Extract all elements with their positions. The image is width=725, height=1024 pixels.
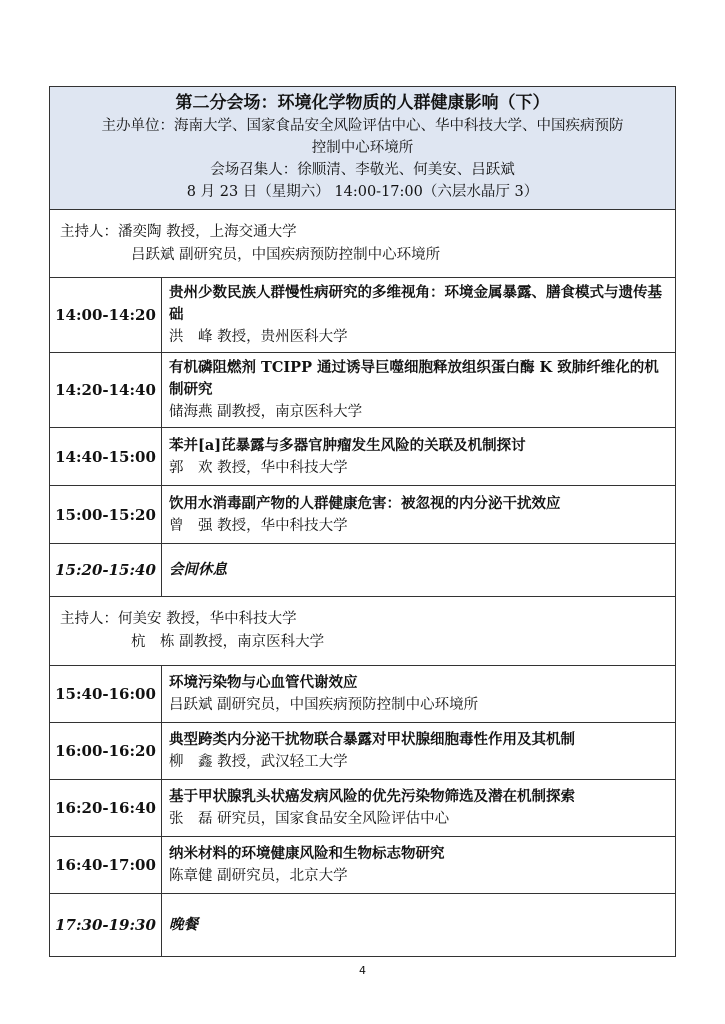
- talk-time: 15:00-15:20: [50, 486, 162, 544]
- host-line-1: 主持人：潘奕陶 教授，上海交通大学: [60, 223, 297, 240]
- talk-time: 14:40-15:00: [50, 428, 162, 486]
- table-row: [50, 780, 676, 837]
- organizers-line-1: 主办单位：海南大学、国家食品安全风险评估中心、华中科技大学、中国疾病预防: [101, 118, 624, 134]
- schedule-table: [49, 86, 676, 957]
- talk-speaker: 曾 强 教授，华中科技大学: [169, 517, 348, 534]
- talk-time: 14:20-14:40: [50, 353, 162, 428]
- talk-title: 苯并[a]芘暴露与多器官肿瘤发生风险的关联及机制探讨: [169, 436, 526, 454]
- table-row: [50, 723, 676, 780]
- dinner-label: 晚餐: [162, 894, 676, 957]
- talk-speaker: 郭 欢 教授，华中科技大学: [169, 459, 348, 476]
- conveners: 会场召集人：徐顺清、李敬光、何美安、吕跃斌: [210, 162, 515, 178]
- talk-time: 16:00-16:20: [50, 723, 162, 780]
- talk-speaker: 洪 峰 教授，贵州医科大学: [169, 329, 348, 345]
- dinner-row: [50, 894, 676, 957]
- talk-speaker: 陈章健 副研究员，北京大学: [169, 868, 348, 884]
- dinner-time: 17:30-19:30: [50, 894, 162, 957]
- page-number: 4: [359, 964, 366, 977]
- break-row: [50, 544, 676, 597]
- organizers-line-2: 控制中心环境所: [311, 140, 414, 156]
- table-row: [50, 486, 676, 544]
- session-header: [50, 87, 676, 210]
- table-row: [50, 278, 676, 353]
- talk-speaker: 张 磊 研究员，国家食品安全风险评估中心: [169, 811, 450, 827]
- table-row: [50, 837, 676, 894]
- table-row: [50, 353, 676, 428]
- talk-title: 贵州少数民族人群慢性病研究的多维视角：环境金属暴露、膳食模式与遗传基础: [169, 284, 662, 323]
- break-time: 15:20-15:40: [50, 544, 162, 597]
- talk-title: 有机磷阻燃剂 TCIPP 通过诱导巨噬细胞释放组织蛋白酶 K 致肺纤维化的机制研究: [169, 359, 659, 398]
- host-row-2: [50, 597, 676, 666]
- talk-time: 16:40-17:00: [50, 837, 162, 894]
- talk-time: 16:20-16:40: [50, 780, 162, 837]
- host-row-1: [50, 210, 676, 278]
- talk-title: 基于甲状腺乳头状癌发病风险的优先污染物筛选及潜在机制探索: [169, 788, 575, 805]
- table-row: [50, 428, 676, 486]
- talk-title: 饮用水消毒副产物的人群健康危害：被忽视的内分泌干扰效应: [169, 494, 561, 512]
- session-title: 第二分会场：环境化学物质的人群健康影响（下）: [175, 93, 550, 113]
- talk-title: 典型跨类内分泌干扰物联合暴露对甲状腺细胞毒性作用及其机制: [169, 731, 575, 748]
- host-line-2: 吕跃斌 副研究员，中国疾病预防控制中心环境所: [131, 246, 441, 263]
- table-row: [50, 666, 676, 723]
- host-line-2: 杭 栋 副教授，南京医科大学: [131, 634, 325, 650]
- host-line-1: 主持人：何美安 教授，华中科技大学: [60, 611, 297, 627]
- talk-title: 环境污染物与心血管代谢效应: [169, 674, 358, 691]
- break-label: 会间休息: [162, 544, 676, 597]
- talk-time: 15:40-16:00: [50, 666, 162, 723]
- talk-title: 纳米材料的环境健康风险和生物标志物研究: [169, 845, 445, 862]
- talk-time: 14:00-14:20: [50, 278, 162, 353]
- talk-speaker: 储海燕 副教授，南京医科大学: [169, 404, 363, 420]
- talk-speaker: 吕跃斌 副研究员，中国疾病预防控制中心环境所: [169, 697, 479, 713]
- session-datetime: 8 月 23 日（星期六） 14:00-17:00（六层水晶厅 3）: [186, 184, 539, 200]
- talk-speaker: 柳 鑫 教授，武汉轻工大学: [169, 754, 348, 770]
